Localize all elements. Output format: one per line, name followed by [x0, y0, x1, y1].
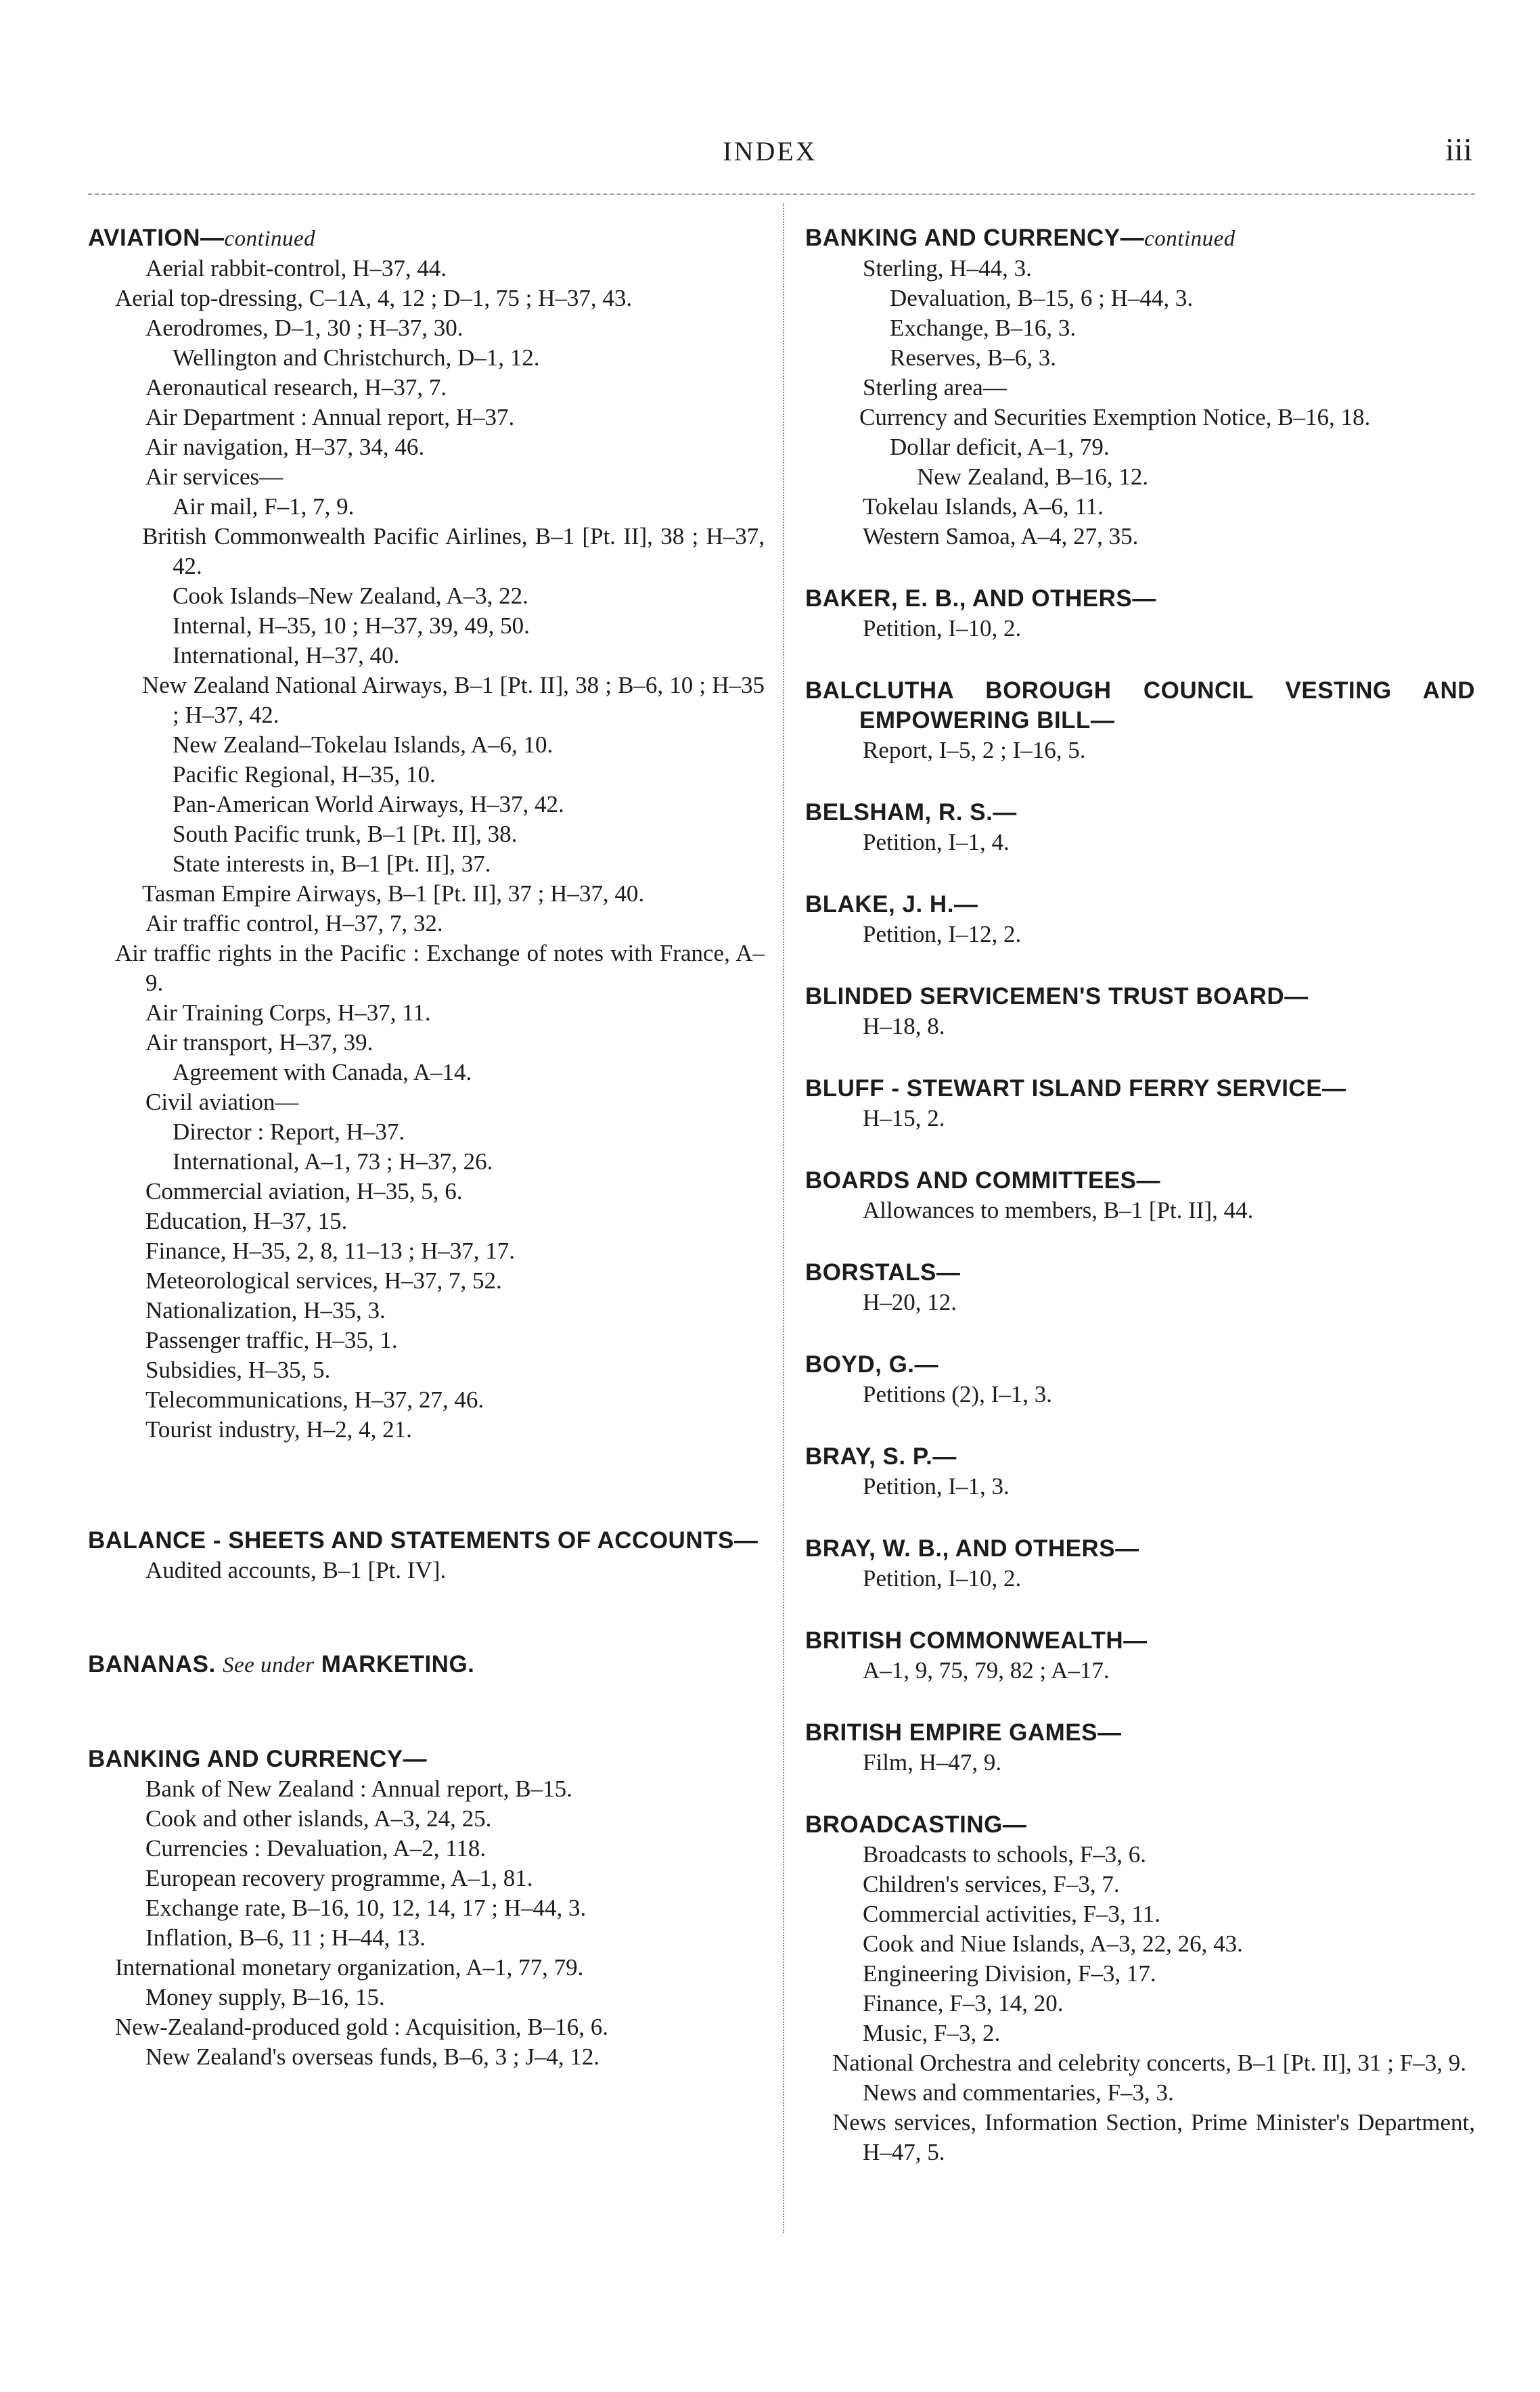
- index-line: Petition, I–1, 4.: [863, 829, 1010, 855]
- index-line: Exchange, B–16, 3.: [890, 315, 1077, 341]
- index-line: Engineering Division, F–3, 17.: [863, 1960, 1156, 1987]
- index-line: Petition, I–10, 2.: [863, 1565, 1022, 1592]
- index-line: Air transport, H–37, 39.: [145, 1029, 373, 1056]
- index-line: Music, F–3, 2.: [863, 2020, 1001, 2046]
- index-line: State interests in, B–1 [Pt. II], 37.: [173, 851, 491, 877]
- entry-heading: BAKER, E. B., AND OTHERS—: [805, 585, 1156, 612]
- page-number: iii: [1445, 132, 1472, 168]
- index-line: A–1, 9, 75, 79, 82 ; A–17.: [863, 1657, 1110, 1684]
- index-line: Sterling area—: [863, 374, 1007, 401]
- index-line: New Zealand's overseas funds, B–6, 3 ; J–4, 12.: [145, 2044, 600, 2070]
- index-line: Children's services, F–3, 7.: [863, 1871, 1120, 1897]
- index-entry-bananas: [88, 1650, 765, 1680]
- index-entry-banking: [88, 1744, 765, 2072]
- column-divider: [783, 203, 784, 2233]
- index-line: Telecommunications, H–37, 27, 46.: [145, 1386, 484, 1413]
- index-line: Air Department : Annual report, H–37.: [145, 404, 515, 430]
- index-line: Air services—: [145, 464, 284, 490]
- index-line: Petition, I–12, 2.: [863, 921, 1022, 947]
- index-entry-boyd: [805, 1350, 1475, 1409]
- entry-heading: BROADCASTING—: [805, 1811, 1027, 1838]
- index-line: European recovery programme, A–1, 81.: [145, 1865, 533, 1891]
- index-line: Director : Report, H–37.: [173, 1119, 405, 1145]
- index-line: British Commonwealth Pacific Airlines, B–1 [Pt. II], 38 ; H–37, 42.: [142, 523, 765, 579]
- continued-label: continued: [224, 227, 316, 251]
- entry-heading: BLINDED SERVICEMEN'S TRUST BOARD—: [805, 983, 1309, 1010]
- index-line: Tourist industry, H–2, 4, 21.: [145, 1416, 412, 1443]
- index-line: Cook and other islands, A–3, 24, 25.: [145, 1805, 492, 1832]
- see-reference: See under: [222, 1653, 315, 1677]
- index-line: Petition, I–10, 2.: [863, 615, 1022, 641]
- index-entry-british-empire-games: [805, 1718, 1475, 1778]
- index-line: International monetary organization, A–1, 77, 79.: [115, 1954, 584, 1981]
- index-line: Devaluation, B–15, 6 ; H–44, 3.: [890, 285, 1194, 311]
- index-entry-aviation: [88, 223, 765, 1445]
- index-line: Currencies : Devaluation, A–2, 118.: [145, 1835, 486, 1861]
- continued-label: continued: [1144, 227, 1236, 251]
- index-line: New Zealand–Tokelau Islands, A–6, 10.: [173, 731, 553, 758]
- index-line: Pan-American World Airways, H–37, 42.: [173, 791, 564, 817]
- index-line: Aerodromes, D–1, 30 ; H–37, 30.: [145, 315, 463, 341]
- index-entry-balance-sheets: [88, 1526, 765, 1585]
- index-line: Allowances to members, B–1 [Pt. II], 44.: [863, 1197, 1254, 1223]
- right-column: [805, 223, 1475, 2167]
- index-entry-belsham: [805, 798, 1475, 857]
- index-line: Cook Islands–New Zealand, A–3, 22.: [173, 583, 528, 609]
- entry-heading: BRITISH COMMONWEALTH—: [805, 1627, 1148, 1654]
- index-line: Film, H–47, 9.: [863, 1749, 1002, 1776]
- index-line: Money supply, B–16, 15.: [145, 1984, 385, 2010]
- entry-heading: BALCLUTHA BOROUGH COUNCIL VESTING AND EMPOWERING BILL—: [805, 677, 1475, 734]
- index-entry-bray-sp: [805, 1442, 1475, 1502]
- header-rule: [88, 194, 1475, 195]
- entry-heading: BRAY, W. B., AND OTHERS—: [805, 1535, 1139, 1562]
- index-line: Air traffic rights in the Pacific : Exchange of notes with France, A–9.: [115, 940, 765, 996]
- index-entry-banking-continued: [805, 223, 1475, 551]
- entry-heading: BRAY, S. P.—: [805, 1443, 957, 1470]
- index-line: Dollar deficit, A–1, 79.: [890, 434, 1110, 460]
- index-line: Reserves, B–6, 3.: [890, 344, 1056, 371]
- page-title: INDEX: [723, 136, 817, 166]
- index-line: South Pacific trunk, B–1 [Pt. II], 38.: [173, 821, 518, 847]
- index-line: Air traffic control, H–37, 7, 32.: [145, 910, 443, 937]
- entry-heading: AVIATION—continued: [88, 225, 316, 251]
- index-line: Bank of New Zealand : Annual report, B–15.: [145, 1776, 572, 1802]
- running-head: [0, 129, 1540, 176]
- index-line: Air mail, F–1, 7, 9.: [173, 493, 355, 520]
- index-entry-british-commonwealth: [805, 1626, 1475, 1686]
- index-line: Subsidies, H–35, 5.: [145, 1357, 331, 1383]
- index-line: Nationalization, H–35, 3.: [145, 1297, 386, 1324]
- left-column: [88, 223, 765, 2072]
- index-line: Internal, H–35, 10 ; H–37, 39, 49, 50.: [173, 612, 530, 639]
- index-line: Western Samoa, A–4, 27, 35.: [863, 523, 1139, 549]
- index-line: New Zealand, B–16, 12.: [917, 464, 1149, 490]
- index-entry-blake: [805, 890, 1475, 949]
- entry-heading: BRITISH EMPIRE GAMES—: [805, 1719, 1122, 1746]
- index-entry-baker: [805, 584, 1475, 644]
- index-line: News services, Information Section, Prime Minister's Department, H–47, 5.: [832, 2109, 1475, 2165]
- index-line: Education, H–37, 15.: [145, 1208, 348, 1234]
- index-line: Pacific Regional, H–35, 10.: [173, 761, 436, 788]
- index-line: National Orchestra and celebrity concerts, B–1 [Pt. II], 31 ; F–3, 9.: [832, 2050, 1466, 2076]
- index-entry-broadcasting: [805, 1810, 1475, 2167]
- entry-heading: BELSHAM, R. S.—: [805, 799, 1017, 826]
- index-line: Petitions (2), I–1, 3.: [863, 1381, 1052, 1407]
- index-line: Tokelau Islands, A–6, 11.: [863, 493, 1104, 520]
- entry-heading: BOYD, G.—: [805, 1351, 939, 1378]
- entry-heading: BLUFF - STEWART ISLAND FERRY SERVICE—: [805, 1075, 1346, 1102]
- index-line: New Zealand National Airways, B–1 [Pt. II], 38 ; B–6, 10 ; H–35 ; H–37, 42.: [142, 672, 765, 728]
- index-line: Cook and Niue Islands, A–3, 22, 26, 43.: [863, 1931, 1243, 1957]
- index-line: International, H–37, 40.: [173, 642, 400, 669]
- index-line: New-Zealand-produced gold : Acquisition, B–16, 6.: [115, 2014, 609, 2040]
- index-line: Sterling, H–44, 3.: [863, 255, 1032, 281]
- index-line: Finance, H–35, 2, 8, 11–13 ; H–37, 17.: [145, 1238, 516, 1264]
- index-entry-blinded-servicemen: [805, 982, 1475, 1041]
- index-line: Agreement with Canada, A–14.: [173, 1059, 472, 1085]
- index-line: Aerial rabbit-control, H–37, 44.: [145, 255, 447, 281]
- entry-heading: BLAKE, J. H.—: [805, 891, 978, 918]
- index-line: H–20, 12.: [863, 1289, 957, 1315]
- index-entry-bray-wb: [805, 1534, 1475, 1594]
- index-line: Aeronautical research, H–37, 7.: [145, 374, 447, 401]
- see-target: MARKETING.: [321, 1651, 475, 1677]
- entry-heading: BOARDS AND COMMITTEES—: [805, 1167, 1160, 1194]
- entry-heading: BANKING AND CURRENCY—: [88, 1746, 428, 1772]
- index-line: Passenger traffic, H–35, 1.: [145, 1327, 398, 1353]
- index-entry-bluff-stewart-island: [805, 1074, 1475, 1133]
- index-line: Meteorological services, H–37, 7, 52.: [145, 1267, 502, 1294]
- index-line: Report, I–5, 2 ; I–16, 5.: [863, 737, 1086, 763]
- index-line: H–18, 8.: [863, 1013, 945, 1039]
- index-line: Tasman Empire Airways, B–1 [Pt. II], 37 ; H–37, 40.: [142, 880, 645, 907]
- index-entry-balclutha: [805, 676, 1475, 765]
- entry-heading: BALANCE - SHEETS AND STATEMENTS OF ACCOUNTS—: [88, 1527, 758, 1554]
- index-line: Petition, I–1, 3.: [863, 1473, 1010, 1499]
- index-line: Air Training Corps, H–37, 11.: [145, 999, 431, 1026]
- index-line: Air navigation, H–37, 34, 46.: [145, 434, 425, 460]
- entry-heading: BANANAS. See under MARKETING.: [88, 1651, 475, 1677]
- entry-heading: BORSTALS—: [805, 1259, 961, 1286]
- index-line: Audited accounts, B–1 [Pt. IV].: [145, 1557, 447, 1583]
- index-line: H–15, 2.: [863, 1105, 945, 1131]
- index-line: International, A–1, 73 ; H–37, 26.: [173, 1148, 493, 1175]
- index-entry-borstals: [805, 1258, 1475, 1317]
- index-line: Finance, F–3, 14, 20.: [863, 1990, 1064, 2016]
- index-line: Broadcasts to schools, F–3, 6.: [863, 1841, 1147, 1868]
- index-line: Commercial aviation, H–35, 5, 6.: [145, 1178, 463, 1204]
- index-line: Wellington and Christchurch, D–1, 12.: [173, 344, 540, 371]
- index-entry-boards-committees: [805, 1166, 1475, 1225]
- index-line: Aerial top-dressing, C–1A, 4, 12 ; D–1, 75 ; H–37, 43.: [115, 285, 633, 311]
- entry-heading: BANKING AND CURRENCY—continued: [805, 225, 1236, 251]
- index-line: Exchange rate, B–16, 10, 12, 14, 17 ; H–44, 3.: [145, 1895, 587, 1921]
- index-line: Inflation, B–6, 11 ; H–44, 13.: [145, 1924, 426, 1951]
- index-line: Currency and Securities Exemption Notice, B–16, 18.: [859, 404, 1371, 430]
- index-line: Commercial activities, F–3, 11.: [863, 1901, 1161, 1927]
- index-line: News and commentaries, F–3, 3.: [863, 2079, 1174, 2106]
- index-line: Civil aviation—: [145, 1089, 299, 1115]
